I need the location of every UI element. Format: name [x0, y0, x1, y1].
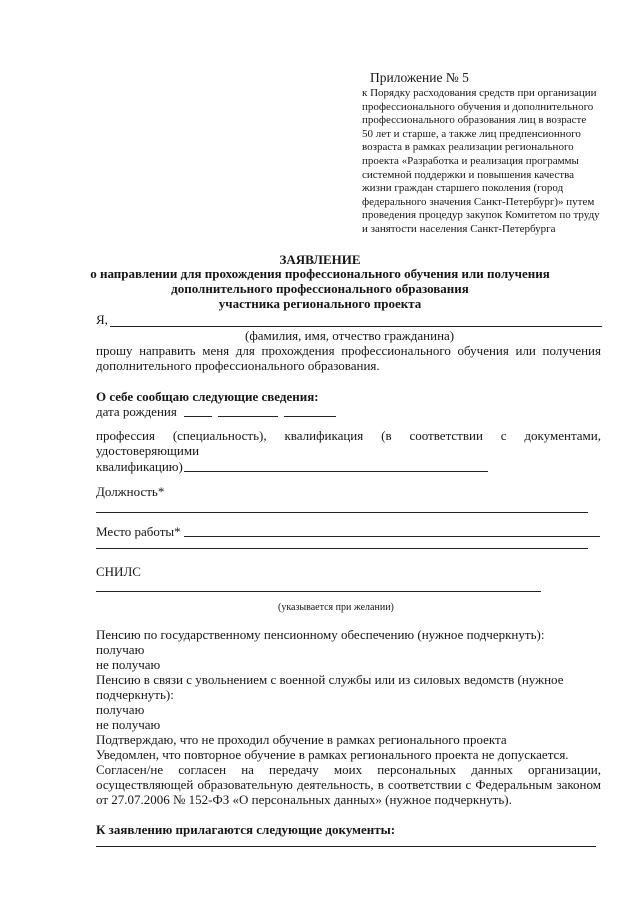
- qualification-input-line[interactable]: [184, 471, 488, 472]
- about-heading: О себе сообщаю следующие сведения:: [96, 389, 319, 404]
- pension-military-option-yes[interactable]: получаю: [96, 702, 145, 717]
- snils-label: СНИЛС: [96, 564, 141, 579]
- consent-line: от 27.07.2006 № 152-ФЗ «О персональных данных» (нужное подчеркнуть).: [96, 792, 512, 807]
- birth-month-line[interactable]: [218, 416, 278, 417]
- birth-year-line[interactable]: [284, 416, 336, 417]
- confirm-statement: Подтверждаю, что не проходил обучение в рамках регионального проекта: [96, 732, 507, 747]
- pension-state-label: Пенсию по государственному пенсионному обеспечению (нужное подчеркнуть):: [96, 627, 545, 642]
- pension-military-option-no[interactable]: не получаю: [96, 717, 161, 732]
- appendix-line: профессионального обучения и дополнительного: [362, 100, 594, 113]
- document-subtitle-line: дополнительного профессионального образования: [171, 281, 469, 296]
- request-line: дополнительного профессионального образования.: [96, 358, 380, 373]
- profession-line: удостоверяющими: [96, 443, 200, 458]
- attachments-input-line[interactable]: [96, 846, 596, 847]
- appendix-line: федерального значения Санкт-Петербург)» путем: [362, 195, 595, 208]
- document-subtitle-line: о направлении для прохождения профессионального обучения или получения: [90, 266, 550, 281]
- appendix-line: к Порядку расходования средств при организации: [362, 87, 597, 99]
- appendix-line: и занятости населения Санкт-Петербурга: [362, 222, 556, 235]
- appendix-line: системной поддержки и повышения качества: [362, 168, 575, 181]
- attachments-heading: К заявлению прилагаются следующие документы:: [96, 822, 396, 837]
- consent-line: Согласен/не согласен на передачу моих персональных данных организации,: [96, 762, 601, 777]
- document-subtitle-line: участника регионального проекта: [218, 296, 422, 311]
- appendix-title: Приложение № 5: [370, 70, 469, 85]
- workplace-input-line-2[interactable]: [96, 548, 588, 549]
- consent-line: осуществляющей образовательную деятельность, в соответствии с Федеральным законом: [96, 777, 601, 792]
- appendix-line: проекта «Разработка и реализация программы: [362, 154, 579, 167]
- pension-state-option-no[interactable]: не получаю: [96, 657, 161, 672]
- appendix-line: профессионального образования лиц в возрасте: [362, 114, 587, 127]
- appendix-line: возраста в рамках реализации регионального: [362, 141, 574, 154]
- pension-military-label: Пенсию в связи с увольнением с военной службы или из силовых ведомств (нужное: [96, 672, 564, 687]
- notified-statement: Уведомлен, что повторное обучение в рамках регионального проекта не допускается.: [96, 747, 569, 762]
- birth-date-label: дата рождения: [96, 404, 177, 419]
- workplace-input-line[interactable]: [184, 536, 600, 537]
- document-title: ЗАЯВЛЕНИЕ: [279, 252, 361, 267]
- snils-input-line[interactable]: [96, 591, 541, 592]
- profession-line: профессия (специальность), квалификация (в соответствии с документами,: [96, 428, 601, 443]
- fio-input-line[interactable]: [110, 326, 602, 327]
- position-input-line[interactable]: [96, 512, 588, 513]
- birth-day-line[interactable]: [184, 416, 212, 417]
- appendix-line: 50 лет и старше, а также лиц предпенсионного: [362, 127, 581, 140]
- appendix-line: жизни граждан старшего поколения (город: [362, 182, 564, 195]
- snils-caption: (указывается при желании): [278, 602, 394, 613]
- i-label: Я,: [96, 312, 108, 327]
- appendix-line: проведения процедур закупок Комитетом по труду: [362, 209, 600, 222]
- appendix-text: [362, 87, 632, 237]
- pension-military-label-2: подчеркнуть):: [96, 687, 174, 702]
- position-label: Должность*: [96, 484, 165, 499]
- request-line: прошу направить меня для прохождения профессионального обучения или получения: [96, 343, 601, 358]
- pension-state-option-yes[interactable]: получаю: [96, 642, 145, 657]
- workplace-label: Место работы*: [96, 524, 181, 539]
- fio-caption: (фамилия, имя, отчество гражданина): [245, 328, 455, 343]
- profession-line: квалификацию): [96, 459, 183, 474]
